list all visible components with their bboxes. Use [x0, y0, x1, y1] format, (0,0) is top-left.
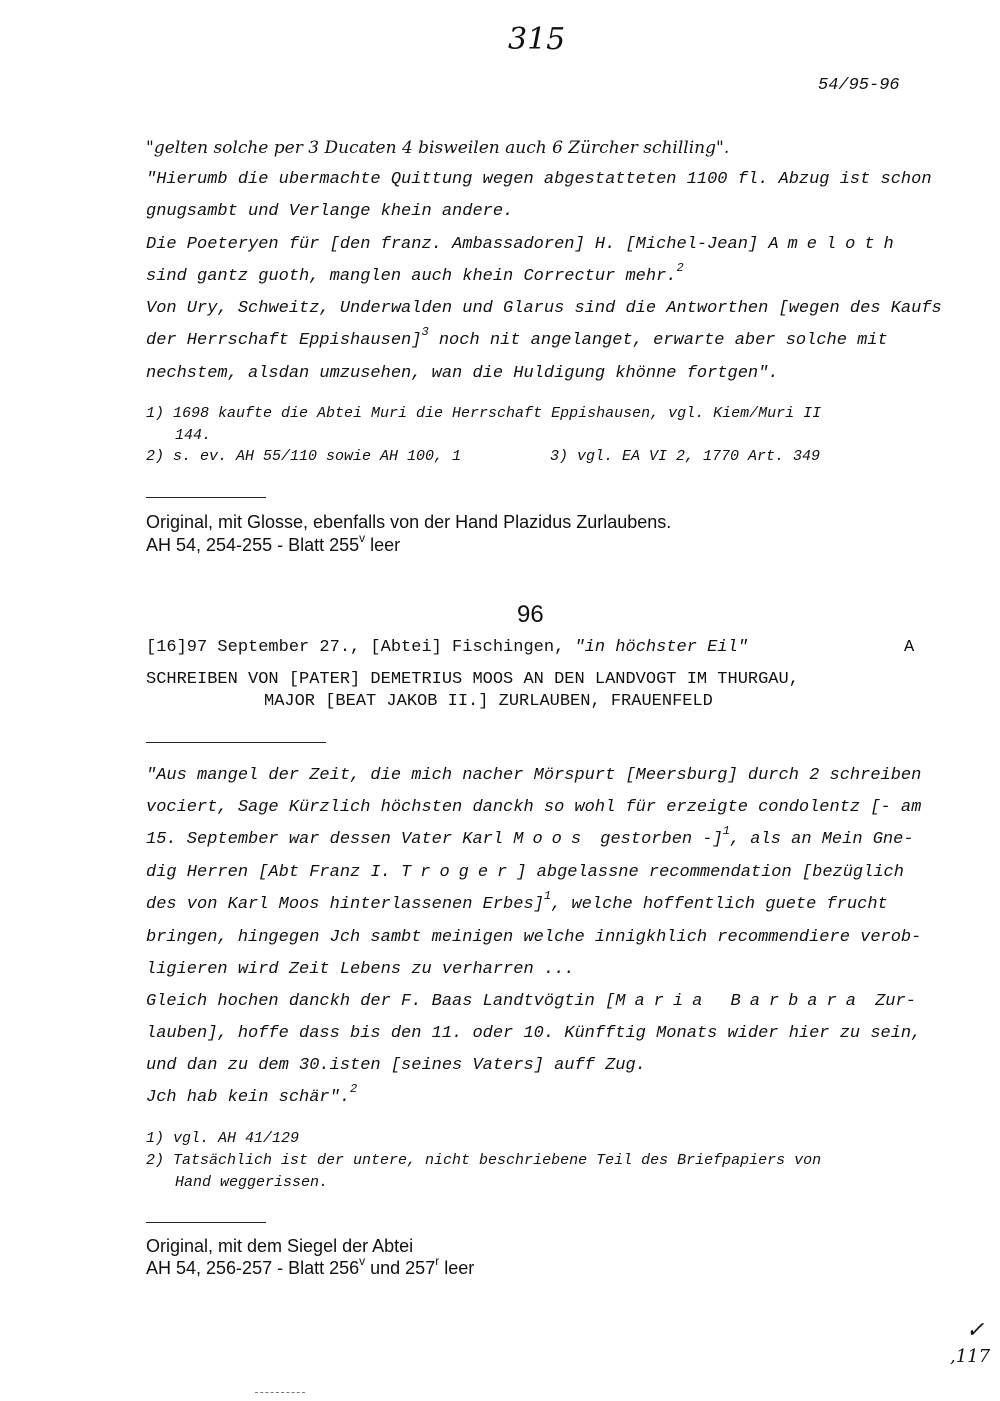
- text-line: 15. September war dessen Vater Karl Moos gestorben -]$^1$, als an Mein Gne-: [146, 824, 914, 849]
- footnote-marker: 2: [676, 261, 684, 275]
- text-line: Jch hab kein schär".$^2$: [146, 1082, 358, 1107]
- footnote-marker: 3: [421, 325, 429, 339]
- source-note: AH 54, 256-257 - Blatt 256$^v$ und 257$^r$ leer: [146, 1254, 475, 1278]
- text-line: dig Herren [Abt Franz I. Troger] abgelassne recommendation [bezüglich: [146, 863, 904, 882]
- text-line: der Herrschaft Eppishausen]$^3$ noch nit angelanget, erwarte aber solche mit: [146, 325, 888, 350]
- folio-number: 315: [508, 22, 566, 57]
- source-note: AH 54, 254-255 - Blatt 255$^v$ leer: [146, 531, 401, 555]
- divider: [146, 497, 266, 498]
- text-line: lauben], hoffe dass bis den 11. oder 10. Künfftig Monats wider hier zu sein,: [146, 1024, 922, 1043]
- footnote: 2) s. ev. AH 55/110 sowie AH 100, 1: [146, 448, 462, 465]
- document-type-letter: A: [904, 638, 915, 657]
- text-line: vociert, Sage Kürzlich höchsten danckh so wohl für erzeigte condolentz [- am: [146, 798, 922, 817]
- text-line: "Hierumb die ubermachte Quittung wegen abgestatteten 1100 fl. Abzug ist schon: [146, 170, 932, 189]
- text-line: und dan zu dem 30.isten [seines Vaters] auff Zug.: [146, 1056, 646, 1075]
- source-note: Original, mit dem Siegel der Abtei: [146, 1236, 414, 1256]
- page-mark: ,117: [950, 1346, 991, 1367]
- document-number: 96: [517, 601, 544, 628]
- text-line: gnugsambt und Verlange khein andere.: [146, 202, 514, 221]
- scan-artifact: [255, 1392, 305, 1393]
- footnote: 1) vgl. AH 41/129: [146, 1130, 300, 1147]
- footnote: Hand weggerissen.: [175, 1174, 329, 1191]
- source-note: Original, mit Glosse, ebenfalls von der Hand Plazidus Zurlaubens.: [146, 512, 672, 532]
- text-line: Von Ury, Schweitz, Underwalden und Glarus sind die Antworthen [wegen des Kaufs: [146, 299, 942, 318]
- footnote: 144.: [175, 427, 212, 444]
- text-line: "Aus mangel der Zeit, die mich nacher Mörspurt [Meersburg] durch 2 schreiben: [146, 766, 922, 785]
- footnote: 2) Tatsächlich ist der untere, nicht beschriebene Teil des Briefpapiers von: [146, 1152, 822, 1169]
- spaced-name: Ameloth: [768, 235, 903, 254]
- document-reference: 54/95-96: [818, 76, 900, 95]
- document-heading: SCHREIBEN VON [PATER] DEMETRIUS MOOS AN DEN LANDVOGT IM THURGAU,: [146, 670, 799, 689]
- text-line: "gelten solche per 3 Ducaten 4 bisweilen auch 6 Zürcher schilling".: [146, 138, 730, 158]
- text-line: Die Poeteryen für [den franz. Ambassadoren] H. [Michel-Jean] Ameloth: [146, 235, 903, 254]
- text-line: sind gantz guoth, manglen auch khein Correctur mehr.$^2$: [146, 261, 684, 286]
- text-line: ligieren wird Zeit Lebens zu verharren ...: [146, 960, 575, 979]
- text-line: Gleich hochen danckh der F. Baas Landtvögtin [Maria Barbara Zur-: [146, 992, 916, 1011]
- date-line: [16]97 September 27., [Abtei] Fischingen, "in höchster Eil": [146, 638, 748, 657]
- footnote: 3) vgl. EA VI 2, 1770 Art. 349: [550, 448, 821, 465]
- divider: [146, 1222, 266, 1223]
- text-line: des von Karl Moos hinterlassenen Erbes]$^1$, welche hoffentlich guete frucht: [146, 889, 888, 914]
- document-heading: MAJOR [BEAT JAKOB II.] ZURLAUBEN, FRAUENFELD: [264, 692, 713, 711]
- footnote: 1) 1698 kaufte die Abtei Muri die Herrschaft Eppishausen, vgl. Kiem/Muri II: [146, 405, 822, 422]
- text-line: bringen, hingegen Jch sambt meinigen welche innigkhlich recommendiere verob-: [146, 928, 922, 947]
- text-line: nechstem, alsdan umzusehen, wan die Huldigung khönne fortgen".: [146, 364, 779, 383]
- divider: [146, 742, 326, 743]
- check-mark: ✓: [966, 1318, 985, 1343]
